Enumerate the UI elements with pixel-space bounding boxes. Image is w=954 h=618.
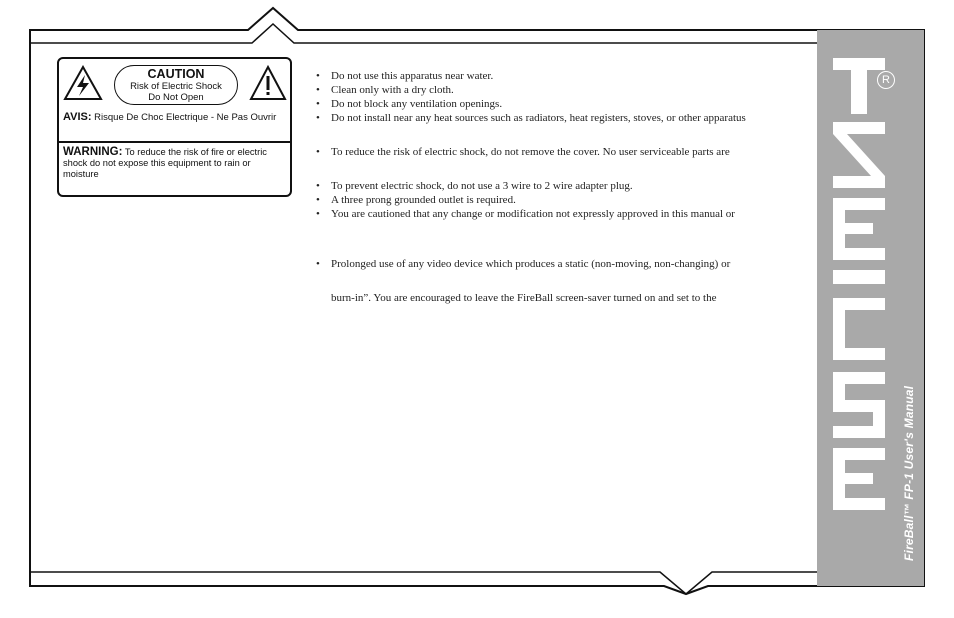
caution-line2: Do Not Open — [148, 92, 204, 103]
registered-mark: R — [877, 71, 895, 89]
warning-notice — [63, 147, 287, 180]
avis-text: Risque De Choc Electrique - Ne Pas Ouvrir — [91, 112, 277, 123]
avis-label: AVIS: — [63, 111, 92, 123]
caution-title: CAUTION — [147, 67, 205, 81]
lightning-warning-icon — [63, 65, 103, 101]
continuation-text: burn-in”. You are encouraged to leave the FireBall screen-saver turned on and set to the — [331, 292, 717, 304]
caution-line1: Risk of Electric Shock — [130, 81, 222, 92]
warning-label: WARNING: — [63, 146, 123, 158]
box-divider — [59, 141, 290, 143]
caution-warning-box — [57, 57, 292, 197]
warning-text: To reduce the risk of fire or electric shock do not expose this equipment to rain or moisture — [63, 147, 267, 179]
caution-label — [114, 65, 238, 105]
avis-notice — [63, 112, 287, 124]
exclamation-warning-icon — [249, 65, 287, 101]
manual-title: FireBall™ FP-1 User's Manual — [902, 385, 916, 561]
